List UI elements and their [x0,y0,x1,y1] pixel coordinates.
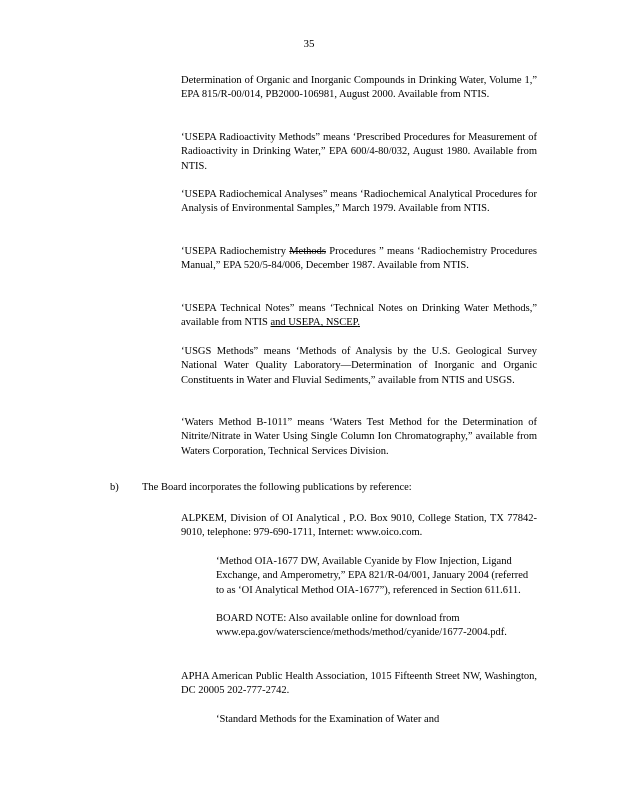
standard-methods-entry: ‘Standard Methods for the Examination of Water and [216,714,440,725]
paragraph-usepa-radioactivity: ‘USEPA Radioactivity Methods” means ‘Prescribed Procedures for Measurement of Radioactivity in Drinking Water,” EPA 600/4-80/032, August 1980. Available from NTIS. [181,132,537,172]
apha-entry: APHA American Public Health Association, 1015 Fifteenth Street NW, Washington, DC 20005 202-777-2742. [181,671,537,697]
paragraph-usgs-methods: ‘USGS Methods” means ‘Methods of Analysis by the U.S. Geological Survey National Water Quality Laboratory—Determination of Inorganic and Organic Constituents in Water and Fluvial Sediments,” available from NTIS and USGS. [181,346,537,386]
alpkem-entry: ALPKEM, Division of OI Analytical , P.O. Box 9010, College Station, TX 77842-9010, telephone: 979-690-1711, Internet: www.oico.com. [181,513,537,539]
paragraph-determination: Determination of Organic and Inorganic Compounds in Drinking Water, Volume 1,” EPA 815/R-00/014, PB2000-106981, August 2000. Available from NTIS. [181,75,537,101]
paragraph-usepa-radiochemical: ‘USEPA Radiochemical Analyses” means ‘Radiochemical Analytical Procedures for Analysis of Environmental Samples,” March 1979. Available from NTIS. [181,189,537,215]
p5-before: ‘USEPA Technical Notes” means ‘Technical Notes on Drinking Water Methods,” available from NTIS [181,303,537,329]
inserted-period: . [357,317,360,329]
section-b-text: The Board incorporates the following publications by reference: [142,482,412,493]
inserted-text: and USEPA, NSCEP [270,317,358,329]
deleted-text: Methods [289,246,326,257]
page-number: 35 [303,38,315,50]
paragraph-usepa-radiochemistry [181,245,537,274]
p4-before: ‘USEPA Radiochemistry [181,246,286,257]
p4-after: Procedures ” means ‘Radiochemistry Procedures Manual,” EPA 520/5-84/006, December 1987. Available from NTIS. [181,246,538,272]
paragraph-waters-method: ‘Waters Method B-1011” means ‘Waters Test Method for the Determination of Nitrite/Nitrate in Water Using Single Column Ion Chromatography,” available from Waters Corporation, Technical Services Division. [181,417,537,457]
section-label-b: b) [110,482,119,493]
board-note: BOARD NOTE: Also available online for download from www.epa.gov/waterscience/methods/method/cyanide/1677-2004.pdf. [216,613,507,639]
oia-method-entry: ‘Method OIA-1677 DW, Available Cyanide by Flow Injection, Ligand Exchange, and Amperometry,” EPA 821/R-04/001, January 2004 (referred to as ‘OI Analytical Method OIA-1677”), referenced in Section 611.611. [216,556,529,596]
paragraph-usepa-technical-notes [181,302,537,331]
